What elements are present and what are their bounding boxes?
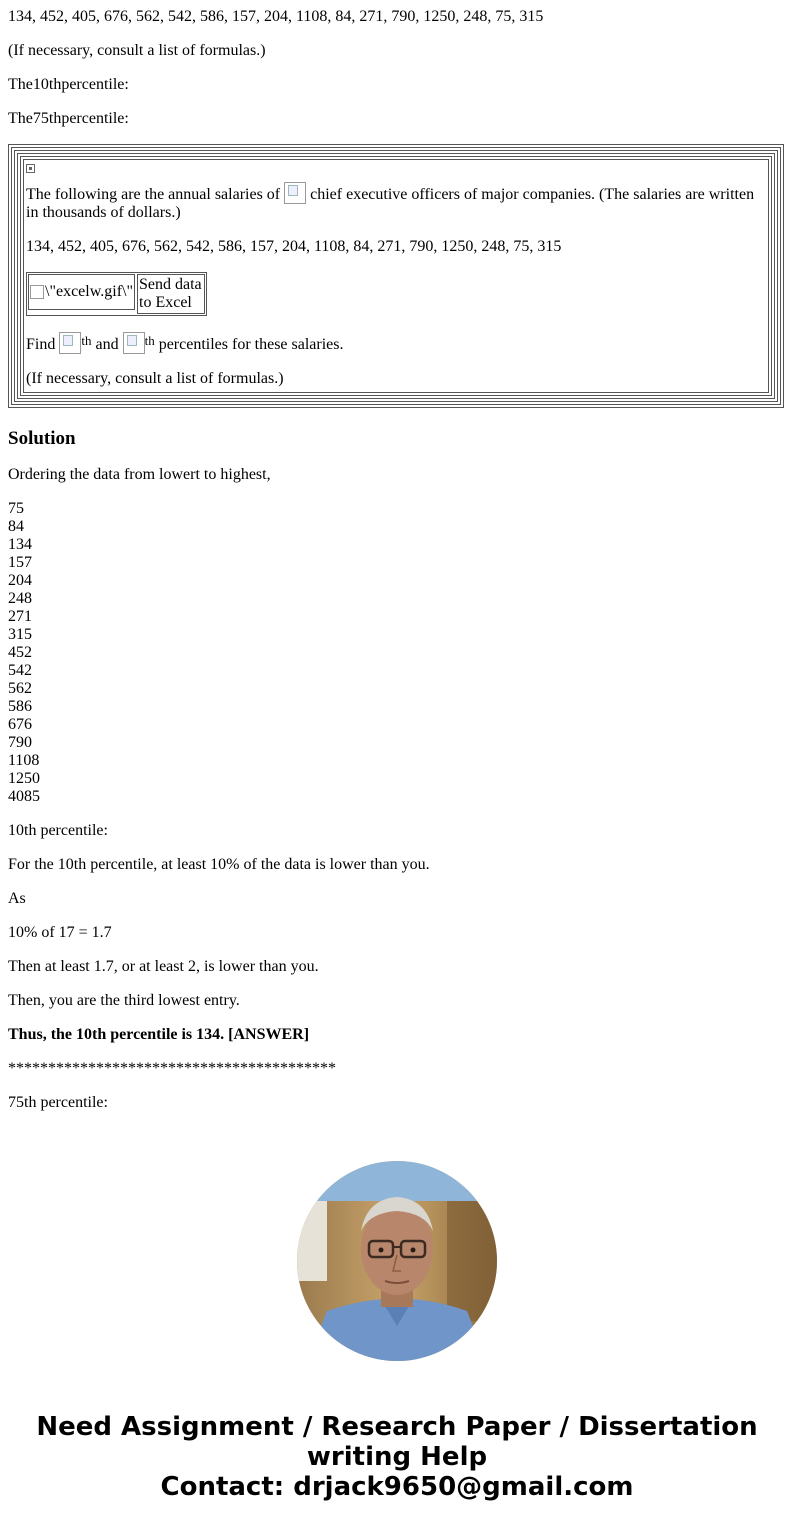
question-formulas-note: (If necessary, consult a list of formulas.) bbox=[26, 370, 284, 387]
p10-answer: Thus, the 10th percentile is 134. [ANSWER] bbox=[8, 1026, 310, 1043]
solution-heading: Solution bbox=[8, 428, 76, 449]
list-item: 452 bbox=[8, 644, 32, 661]
formulas-note: (If necessary, consult a list of formulas.) bbox=[8, 42, 266, 59]
p10-then: Then at least 1.7, or at least 2, is lower than you. bbox=[8, 958, 319, 975]
p75-label: The75thpercentile: bbox=[8, 110, 129, 127]
list-item: 84 bbox=[8, 518, 24, 535]
list-item: 1250 bbox=[8, 770, 40, 787]
p10-label: The10thpercentile: bbox=[8, 76, 129, 93]
p10-heading: 10th percentile: bbox=[8, 822, 108, 839]
footer-line-1: Need Assignment / Research Paper / Dissertation bbox=[36, 1412, 758, 1442]
list-item: 4085 bbox=[8, 788, 40, 805]
list-item: 1108 bbox=[8, 752, 40, 769]
sorted-data-list bbox=[8, 500, 786, 806]
p10-calculation: 10% of 17 = 1.7 bbox=[8, 924, 112, 941]
list-item: 676 bbox=[8, 716, 32, 733]
excel-icon bbox=[30, 285, 44, 299]
list-item: 790 bbox=[8, 734, 32, 751]
excel-image-cell: \"excelw.gif\" bbox=[28, 274, 135, 310]
list-item: 204 bbox=[8, 572, 32, 589]
stars-divider: ***************************************** bbox=[8, 1060, 336, 1077]
question-box bbox=[8, 144, 784, 408]
list-item: 75 bbox=[8, 500, 24, 517]
tutor-photo bbox=[297, 1161, 497, 1361]
list-item: 271 bbox=[8, 608, 32, 625]
as-word: As bbox=[8, 890, 26, 907]
excel-table bbox=[26, 272, 207, 316]
data-values-line: 134, 452, 405, 676, 562, 542, 586, 157, 204, 1108, 84, 271, 790, 1250, 248, 75, 315 bbox=[8, 8, 544, 25]
p10-rule: For the 10th percentile, at least 10% of the data is lower than you. bbox=[8, 856, 430, 873]
find-percentiles-text: Find $^{th}$ and $^{th}$ percentiles for these salaries. bbox=[26, 333, 344, 353]
list-item: 315 bbox=[8, 626, 32, 643]
footer-contact-email[interactable]: Contact: drjack9650@gmail.com bbox=[160, 1472, 634, 1502]
broken-image-icon bbox=[284, 182, 306, 204]
footer-contact bbox=[0, 1412, 794, 1502]
list-item: 542 bbox=[8, 662, 32, 679]
list-item: 586 bbox=[8, 698, 32, 715]
p10-entry: Then, you are the third lowest entry. bbox=[8, 992, 240, 1009]
list-item: 248 bbox=[8, 590, 32, 607]
list-item: 562 bbox=[8, 680, 32, 697]
footer-line-2: writing Help bbox=[306, 1442, 488, 1472]
list-item: 157 bbox=[8, 554, 32, 571]
p75-heading: 75th percentile: bbox=[8, 1094, 108, 1111]
list-item: 134 bbox=[8, 536, 32, 553]
question-data-line: 134, 452, 405, 676, 562, 542, 586, 157, 204, 1108, 84, 271, 790, 1250, 248, 75, 315 bbox=[26, 238, 562, 255]
question-intro: The following are the annual salaries of chief executive officers of major companies. (The salaries are written in thousands of dollars.) bbox=[26, 182, 766, 222]
broken-image-icon bbox=[26, 164, 35, 173]
ordering-text: Ordering the data from lowert to highest, bbox=[8, 466, 271, 483]
broken-image-icon bbox=[123, 332, 145, 354]
broken-image-icon bbox=[59, 332, 81, 354]
send-to-excel-link[interactable]: Send data to Excel bbox=[137, 274, 205, 314]
